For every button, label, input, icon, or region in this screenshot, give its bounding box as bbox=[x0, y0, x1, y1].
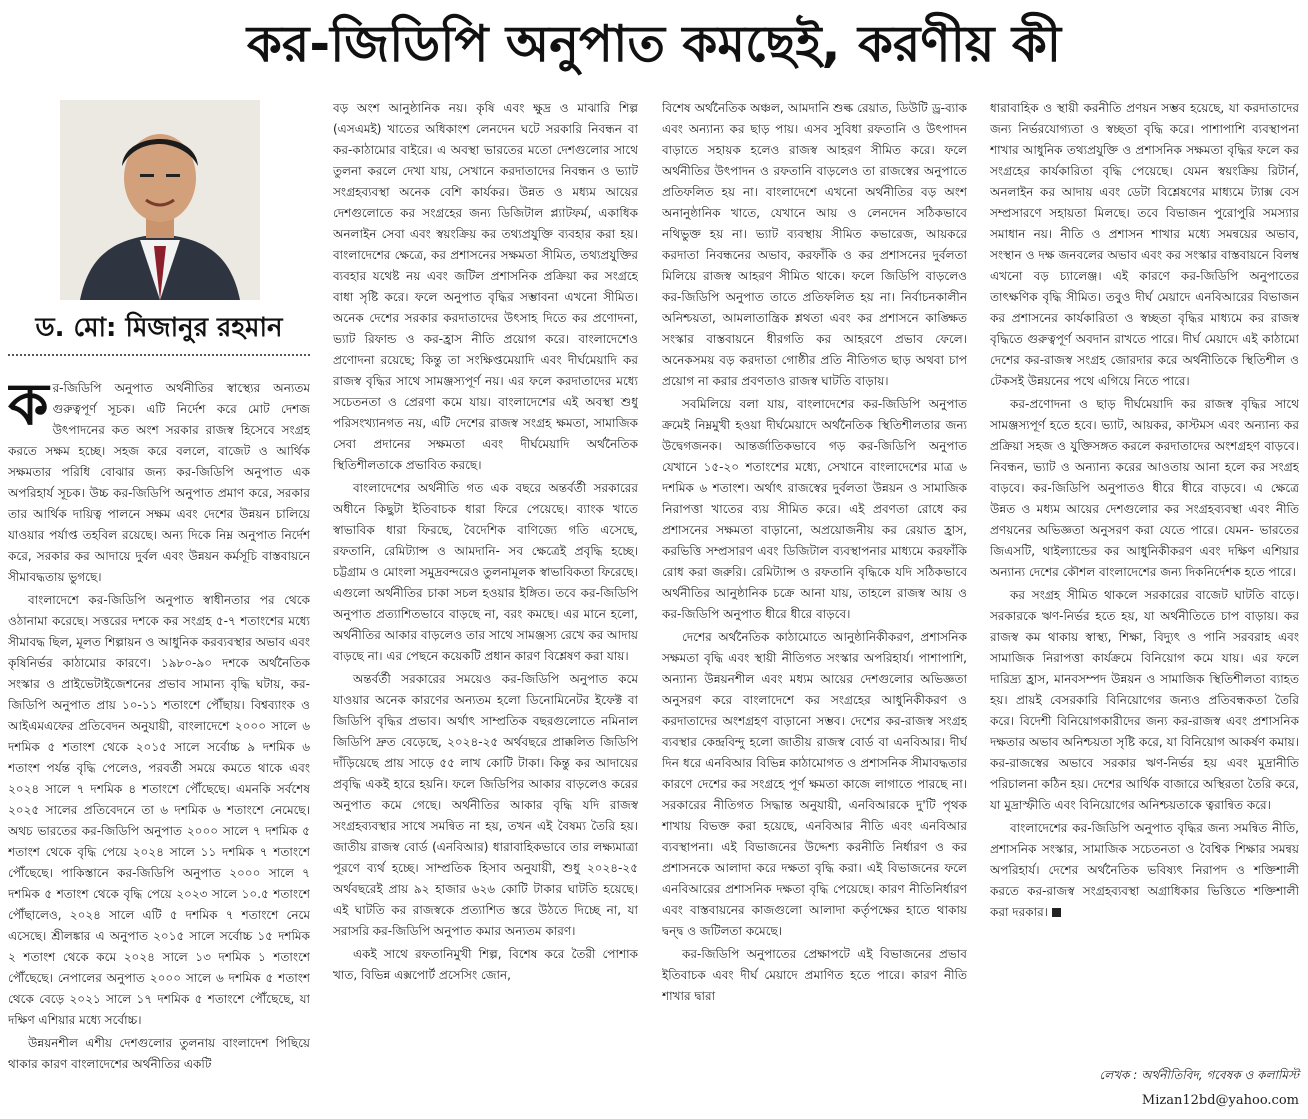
article-paragraph: কর-জিডিপি অনুপাতের প্রেক্ষাপটে এই বিভাজনের প্রভাব ইতিবাচক এবং দীর্ঘ মেয়াদে প্রমাণিত হতে পারে। কারণ নীতি শাখার দ্বারা bbox=[662, 947, 967, 1003]
article-paragraph: কর সংগ্রহ সীমিত থাকলে সরকারের বাজেট ঘাটতি বাড়ে। সরকারকে ঋণ-নির্ভর হতে হয়, যা অর্থনীতিতে চাপ বাড়ায়। কর রাজস্ব কম থাকায় স্বাস্থ্য, শিক্ষা, বিদ্যুৎ ও পানি সরবরাহ এবং সামাজিক নিরাপত্তা কার্যক্রমে বিনিয়োগ কমে যায়। এর ফলে দারিদ্র্য হ্রাস, মানবসম্পদ উন্নয়ন ও সামাজিক স্থিতিশীলতা ব্যাহত হয়। প্রায়ই বেসরকারি বিনিয়োগের জন্যও প্রতিবন্ধকতা তৈরি করে। বিদেশী বিনিয়োগকারীদের জন্য কর-রাজস্ব এবং প্রশাসনিক দক্ষতার অভাব অনিশ্চয়তা সৃষ্টি করে, যা বিনিয়োগ আকর্ষণ কমায়। কর-রাজস্বের অভাবে সরকার ঋণ-নির্ভর হয় এবং মুদ্রানীতি পরিচালনা কঠিন হয়। দেশের আর্থিক বাজারে অস্থিরতা তৈরি করে, যা মুদ্রাস্ফীতি এবং বিনিয়োগের অনিশ্চয়তাকে ত্বরান্বিত করে। bbox=[990, 588, 1299, 812]
article-column-1 bbox=[8, 378, 310, 1119]
article-column-3 bbox=[662, 98, 967, 1119]
paragraph-text: বাংলাদেশের কর-জিডিপি অনুপাত বৃদ্ধির জন্য সমন্বিত নীতি, প্রশাসনিক সংস্কার, সামাজিক সচেতনতা ও বৈশ্বিক শিক্ষার সমন্বয় অপরিহার্য। দেশের অর্থনৈতিক ভবিষ্যৎ নিরাপদ ও শক্তিশালী করতে কর-রাজস্ব সংগ্রহব্যবস্থা অগ্রাধিকার ভিত্তিতে শক্তিশালী করা দরকার। bbox=[990, 821, 1299, 919]
article-paragraph: অন্তর্বর্তী সরকারের সময়েও কর-জিডিপি অনুপাত কমে যাওয়ার অনেক কারণের অন্যতম হলো ডিনোমিনেটর ইফেক্ট বা জিডিপি বৃদ্ধির প্রভাব। অর্থাৎ সাম্প্রতিক বছরগুলোতে নমিনাল জিডিপি দ্রুত বেড়েছে, ২০২৪-২৫ অর্থবছরে প্রাক্কলিত জিডিপি দাঁড়িয়েছে প্রায় সাড়ে ৫৫ লাখ কোটি টাকা। কিন্তু কর আদায়ের প্রবৃদ্ধি একই হারে হয়নি। ফলে জিডিপির আকার বাড়লেও করের অনুপাত কমে গেছে। অর্থনীতির আকার বৃদ্ধি যদি রাজস্ব সংগ্রহব্যবস্থার সাথে সমন্বিত না হয়, তখন এই বৈষম্য তৈরি হয়। জাতীয় রাজস্ব বোর্ড (এনবিআর) ধারাবাহিকভাবে তার লক্ষ্যমাত্রা পূরণে ব্যর্থ হচ্ছে। সাম্প্রতিক হিসাব অনুযায়ী, শুধু ২০২৪-২৫ অর্থবছরেই প্রায় ৯২ হাজার ৬২৬ কোটি টাকার ঘাটতি হয়েছে। এই ঘাটতি কর রাজস্বকে প্রত্যাশিত স্তরে উঠতে দিচ্ছে না, যা সরাসরি কর-জিডিপি অনুপাত কমার অন্যতম কারণ। bbox=[333, 672, 638, 938]
article-paragraph: বিশেষ অর্থনৈতিক অঞ্চল, আমদানি শুল্ক রেয়াত, ডিউটি ড্র-ব্যাক এবং অন্যান্য কর ছাড় পায়। এসব সুবিধা রফতানি ও উৎপাদন বাড়াতে সহায়ক হলেও রাজস্ব আহরণ সীমিত করে। ফলে অর্থনীতির উৎপাদন ও রফতানি বাড়লেও তা রাজস্বের অনুপাতে প্রতিফলিত হয় না। বাংলাদেশে এখনো অর্থনীতির বড় অংশ অনানুষ্ঠানিক খাতে, যেখানে আয় ও লেনদেন সঠিকভাবে নথিভুক্ত হয় না। ভ্যাট ব্যবস্থায় সীমিত কভারেজ, আয়করে করদাতা নিবন্ধনের অভাব, করফাঁকি ও কর প্রশাসনের দুর্বলতা মিলিয়ে রাজস্ব আহরণ সীমিত থাকে। ফলে জিডিপি বাড়লেও কর-জিডিপি অনুপাত তাতে প্রতিফলিত হয় না। নির্বাচনকালীন অনিশ্চয়তা, আমলাতান্ত্রিক শ্লথতা এবং কর প্রশাসনে কাঙ্ক্ষিত সংস্কার বাস্তবায়নে ধীরগতি কর আহরণে প্রভাব ফেলে। অনেকসময় বড় করদাতা গোষ্ঠীর প্রতি নীতিগত ছাড় অথবা চাপ প্রয়োগ না করার প্রবণতাও রাজস্ব ঘাটতি বাড়ায়। bbox=[662, 101, 967, 388]
article-paragraph: দেশের অর্থনৈতিক কাঠামোতে আনুষ্ঠানিকীকরণ, প্রশাসনিক সক্ষমতা বৃদ্ধি এবং স্থায়ী নীতিগত সংস্কার অপরিহার্য। পাশাপাশি, অন্যান্য উন্নয়নশীল এবং মধ্যম আয়ের দেশগুলোর অভিজ্ঞতা অনুসরণ করে বাংলাদেশে কর সংগ্রহের আধুনিকীকরণ ও করদাতাদের অংশগ্রহণ বাড়ানো সম্ভব। দেশের কর-রাজস্ব সংগ্রহ ব্যবস্থার কেন্দ্রবিন্দু হলো জাতীয় রাজস্ব বোর্ড বা এনবিআর। দীর্ঘ দিন ধরে এনবিআর বিভিন্ন কাঠামোগত ও প্রশাসনিক সীমাবদ্ধতার কারণে দেশের কর সংগ্রহে পূর্ণ ক্ষমতা কাজে লাগাতে পারছে না। সরকারের নীতিগত সিদ্ধান্ত অনুযায়ী, এনবিআরকে দু'টি পৃথক শাখায় বিভক্ত করা হয়েছে, এনবিআর নীতি এবং এনবিআর ব্যবস্থাপনা। এই বিভাজনের উদ্দেশ্য করনীতি নির্ধারণ ও কর প্রশাসনকে আলাদা করে দক্ষতা বৃদ্ধি করা। এই বিভাজনের ফলে এনবিআরের প্রশাসনিক দক্ষতা বৃদ্ধি পেয়েছে। কারণ নীতিনির্ধারণ এবং বাস্তবায়নের কাজগুলো আলাদা কর্তৃপক্ষের হাতে থাকায় দ্বন্দ্ব ও জটিলতা কমেছে। bbox=[662, 630, 967, 938]
article-headline: কর-জিডিপি অনুপাত কমছেই, করণীয় কী bbox=[246, 15, 1062, 73]
article-paragraph: উন্নয়নশীল এশীয় দেশগুলোর তুলনায় বাংলাদেশ পিছিয়ে থাকার কারণ বাংলাদেশের অর্থনীতির একটি bbox=[8, 1036, 310, 1071]
article-paragraph: বাংলাদেশে কর-জিডিপি অনুপাত স্বাধীনতার পর থেকে ওঠানামা করেছে। সত্তরের দশকে কর সংগ্রহ ৫-৭ শতাংশের মধ্যে সীমাবদ্ধ ছিল, মূলত শিল্পায়ন ও আধুনিক করব্যবস্থার অভাব এবং কৃষিনির্ভর কাঠামোর কারণে। ১৯৮০-৯০ দশকে অর্থনৈতিক সংস্কার ও প্রাইভেটাইজেশনের প্রভাব সামান্য বৃদ্ধি ঘটায়, কর-জিডিপি অনুপাত প্রায় ১০-১১ শতাংশে পৌঁছায়। বিশ্বব্যাংক ও আইএমএফের প্রতিবেদন অনুযায়ী, বাংলাদেশে ২০০০ সালে ৬ দশমিক ৫ শতাংশ থেকে ২০১৫ সালে সর্বোচ্চ ৯ দশমিক ৬ শতাংশ পর্যন্ত বৃদ্ধি পেলেও, পরবর্তী সময়ে কমতে থাকে এবং ২০২৪ সালে ৭ দশমিক ৪ শতাংশে পৌঁছেছে। এমনকি সর্বশেষ ২০২৫ সালের প্রতিবেদনে তা ৬ দশমিক ৬ শতাংশে নেমেছে। অথচ ভারতের কর-জিডিপি অনুপাত ২০০০ সালে ৭ দশমিক ৫ শতাংশ থেকে বৃদ্ধি পেয়ে ২০২৪ সালে ১১ দশমিক ৭ শতাংশে পৌঁছেছে। পাকিস্তানে কর-জিডিপি অনুপাত ২০০০ সালে ৭ দশমিক ৫ শতাংশ থেকে বৃদ্ধি পেয়ে ২০২৩ সালে ১০.৫ শতাংশে পৌঁছালেও, ২০২৪ সালে এটি ৫ দশমিক ৭ শতাংশে নেমে এসেছে। শ্রীলঙ্কার এ অনুপাত ২০১৫ সালে সর্বোচ্চ ১৫ দশমিক ২ শতাংশ থেকে কমে ২০২৪ সালে ১৩ দশমিক ১ শতাংশে পৌঁছেছে। নেপালের অনুপাত ২০০০ সালে ৬ দশমিক ৫ শতাংশ থেকে বেড়ে ২০২১ সালে ১৭ দশমিক ৫ শতাংশে পৌঁছেছে, যা দক্ষিণ এশিয়ার মধ্যে সর্বোচ্চ। bbox=[8, 593, 310, 1027]
article-paragraph bbox=[990, 818, 1299, 923]
article-paragraph: একই সাথে রফতানিমুখী শিল্প, বিশেষ করে তৈরী পোশাক খাত, বিভিন্ন এক্সপোর্ট প্রসেসিং জোন, bbox=[333, 947, 638, 982]
article-column-2 bbox=[333, 98, 638, 1119]
author-portrait-icon bbox=[60, 100, 260, 300]
author-email: Mizan12bd@yahoo.com bbox=[1141, 1093, 1299, 1108]
author-divider bbox=[8, 354, 310, 356]
article-column-4 bbox=[990, 98, 1299, 1058]
author-byline: লেখক : অর্থনীতিবিদ, গবেষক ও কলামিস্ট bbox=[1099, 1068, 1299, 1082]
author-name: ড. মো: মিজানুর রহমান bbox=[35, 313, 283, 343]
article-paragraph bbox=[8, 378, 310, 588]
end-mark-icon bbox=[1052, 908, 1061, 917]
drop-cap: ক bbox=[8, 378, 49, 438]
article-paragraph: কর-প্রণোদনা ও ছাড় দীর্ঘমেয়াদি কর রাজস্ব বৃদ্ধির সাথে সামঞ্জস্যপূর্ণ হতে হবে। ভ্যাট, আয়কর, কাস্টমস এবং অন্যান্য কর প্রক্রিয়া সহজ ও যুক্তিসঙ্গত করলে করদাতাদের অংশগ্রহণ বাড়বে। নিবন্ধন, ভ্যাট ও অন্যান্য করের আওতায় আনা হলে কর সংগ্রহ বাড়বে। কর-জিডিপি অনুপাতও ধীরে ধীরে বাড়বে। এ ক্ষেত্রে উন্নত ও মধ্যম আয়ের দেশগুলোর কর সংগ্রহব্যবস্থা এবং নীতি প্রণয়নের অভিজ্ঞতা অনুসরণ করা যেতে পারে। যেমন- ভারতের জিএসটি, থাইল্যান্ডের কর আধুনিকীকরণ এবং দক্ষিণ এশিয়ার অন্যান্য দেশের কৌশল বাংলাদেশের জন্য দিকনির্দেশক হতে পারে। bbox=[990, 397, 1299, 579]
article-paragraph: সবমিলিয়ে বলা যায়, বাংলাদেশের কর-জিডিপি অনুপাত ক্রমেই নিম্নমুখী হওয়া দীর্ঘমেয়াদে অর্থনৈতিক স্থিতিশীলতার জন্য উদ্বেগজনক। আন্তর্জাতিকভাবে গড় কর-জিডিপি অনুপাত যেখানে ১৫-২০ শতাংশের মধ্যে, সেখানে বাংলাদেশের মাত্র ৬ দশমিক ৬ শতাংশ। অর্থাৎ রাজস্বের দুর্বলতা উন্নয়ন ও সামাজিক নিরাপত্তা খাতের ব্যয় সীমিত করে। এই প্রবণতা রোধে কর প্রশাসনের সক্ষমতা বাড়ানো, অপ্রয়োজনীয় কর রেয়াত হ্রাস, করভিত্তি সম্প্রসারণ এবং ডিজিটাল ব্যবস্থাপনার মাধ্যমে করফাঁকি রোধ করা জরুরি। রেমিট্যান্স ও রফতানি বৃদ্ধিকে যদি সঠিকভাবে অর্থনীতির আনুষ্ঠানিক চক্রে আনা যায়, তাহলে রাজস্ব আয় ও কর-জিডিপি অনুপাত ধীরে ধীরে বাড়বে। bbox=[662, 397, 967, 621]
article-paragraph: বড় অংশ আনুষ্ঠানিক নয়। কৃষি এবং ক্ষুদ্র ও মাঝারি শিল্প (এসএমই) খাতের অধিকাংশ লেনদেন ঘটে সরকারি নিবন্ধন বা কর-কাঠামোর বাইরে। এ অবস্থা ভারতের মতো দেশগুলোর সাথে তুলনা করলে দেখা যায়, সেখানে করদাতাদের নিবন্ধন ও ভ্যাট সংগ্রহব্যবস্থা অনেক বেশি কার্যকর। উন্নত ও মধ্যম আয়ের দেশগুলোতে কর সংগ্রহের জন্য ডিজিটাল প্ল্যাটফর্ম, একাধিক অনলাইন সেবা এবং স্বয়ংক্রিয় কর তথ্যপ্রযুক্তি ব্যবহার করা হয়। বাংলাদেশের ক্ষেত্রে, কর প্রশাসনের সক্ষমতা সীমিত, তথ্যপ্রযুক্তির ব্যবহার যথেষ্ট নয় এবং জটিল প্রশাসনিক প্রক্রিয়া কর সংগ্রহে বাধা সৃষ্টি করে। ফলে অনুপাত বৃদ্ধির সম্ভাবনা এখনো সীমিত। অনেক দেশের সরকার করদাতাদের উৎসাহ দিতে কর প্রণোদনা, ভ্যাট রিফান্ড ও কর-হ্রাস নীতি প্রয়োগ করে। বাংলাদেশেও প্রণোদনা রয়েছে; কিন্তু তা সংক্ষিপ্তমেয়াদি এবং দীর্ঘমেয়াদি কর রাজস্ব বৃদ্ধির সাথে সামঞ্জস্যপূর্ণ নয়। এর ফলে করদাতাদের মধ্যে সচেতনতা ও প্রেরণা কমে যায়। বাংলাদেশের এই অবস্থা শুধু পরিসংখ্যানগত নয়, এটি দেশের রাজস্ব সংগ্রহ ক্ষমতা, সামাজিক সেবা প্রদানের সক্ষমতা এবং দীর্ঘমেয়াদি অর্থনৈতিক স্থিতিশীলতাকে প্রভাবিত করছে। bbox=[333, 101, 638, 472]
paragraph-text: র-জিডিপি অনুপাত অর্থনীতির স্বাস্থ্যের অন্যতম গুরুত্বপূর্ণ সূচক। এটি নির্দেশ করে মোট দেশজ উৎপাদনের কত অংশ সরকার রাজস্ব হিসেবে সংগ্রহ করতে সক্ষম হচ্ছে। সহজ করে বললে, বাজেট ও আর্থিক সক্ষমতার পরিধি বোঝার জন্য কর-জিডিপি অনুপাত এক অপরিহার্য সূচক। উচ্চ কর-জিডিপি অনুপাত প্রমাণ করে, সরকার তার আর্থিক দায়িত্ব পালনে সক্ষম এবং দেশের উন্নয়ন চালিয়ে যাওয়ার পর্যাপ্ত তহবিল রয়েছে। অন্য দিকে নিম্ন অনুপাত নির্দেশ করে, সরকার কর আদায়ে দুর্বল এবং উন্নয়ন কর্মসূচি বাস্তবায়নে সীমাবদ্ধতায় ভুগছে। bbox=[8, 381, 310, 584]
article-paragraph: ধারাবাহিক ও স্থায়ী করনীতি প্রণয়ন সম্ভব হয়েছে, যা করদাতাদের জন্য নির্ভরযোগ্যতা ও স্বচ্ছতা বৃদ্ধি করে। পাশাপাশি ব্যবস্থাপনা শাখার আধুনিক তথ্যপ্রযুক্তি ও প্রশাসনিক সক্ষমতা বৃদ্ধির ফলে কর সংগ্রহের কার্যকারিতা বৃদ্ধি পেয়েছে। যেমন স্বয়ংক্রিয় রিটার্ন, অনলাইন কর আদায় এবং ডেটা বিশ্লেষণের মাধ্যমে ট্যাক্স বেস সম্প্রসারণে সহায়তা মিলছে। তবে বিভাজন পুরোপুরি সমস্যার সমাধান নয়। নীতি ও প্রশাসন শাখার মধ্যে সমন্বয়ের অভাব, সংস্থান ও দক্ষ জনবলের অভাব এবং কর সংস্কার বাস্তবায়নে বিলম্ব এখনো বড় চ্যালেঞ্জ। এই কারণে কর-জিডিপি অনুপাতের তাৎক্ষণিক বৃদ্ধি সীমিত। তবুও দীর্ঘ মেয়াদে এনবিআরের বিভাজন কর প্রশাসনের কার্যকারিতা ও স্বচ্ছতা বৃদ্ধির মাধ্যমে কর রাজস্ব বৃদ্ধিতে গুরুত্বপূর্ণ অবদান রাখতে পারে। দীর্ঘ মেয়াদে এই কাঠামো দেশের কর-রাজস্ব সংগ্রহ জোরদার করে অর্থনীতিকে স্থিতিশীল ও টেকসই উন্নয়নের পথে এগিয়ে নিতে পারে। bbox=[990, 101, 1299, 388]
author-photo bbox=[60, 100, 260, 300]
article-paragraph: বাংলাদেশের অর্থনীতি গত এক বছরে অন্তর্বর্তী সরকারের অধীনে কিছুটা ইতিবাচক ধারা ফিরে পেয়েছে। ব্যাংক খাতে স্বাভাবিক ধারা ফিরছে, বৈদেশিক বাণিজ্যে গতি এসেছে, রফতানি, রেমিট্যান্স ও আমদানি- সব ক্ষেত্রেই প্রবৃদ্ধি হচ্ছে। চট্টগ্রাম ও মোংলা সমুদ্রবন্দরেও তুলনামূলক স্বাভাবিকতা ফিরেছে। এগুলো অর্থনীতির চাকা সচল হওয়ার ইঙ্গিত। তবে কর-জিডিপি অনুপাত প্রত্যাশিতভাবে বাড়ছে না, বরং কমছে। এর মানে হলো, অর্থনীতির আকার বাড়লেও তার সাথে সামঞ্জস্য রেখে কর আদায় বাড়ছে না। এর পেছনে কয়েকটি প্রধান কারণ বিশ্লেষণ করা যায়। bbox=[333, 481, 638, 663]
